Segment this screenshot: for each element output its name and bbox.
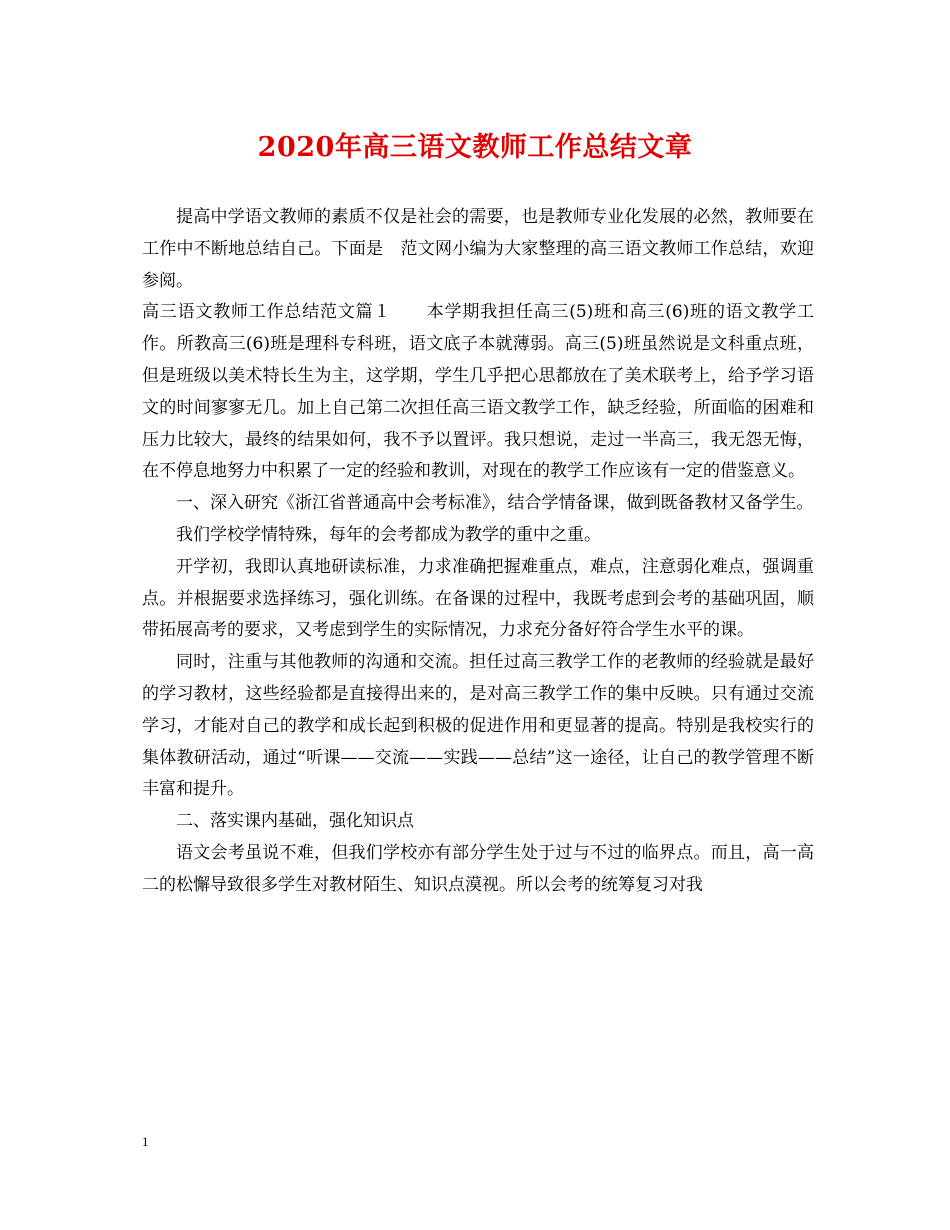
paragraph: 同时，注重与其他教师的沟通和交流。担任过高三教学工作的老教师的经验就是最好的学习教材，这些经验都是直接得出来的，是对高三教学工作的集中反映。只有通过交流学习，才能对自己的教学和成长起到积极的促进作用和更显著的提高。特别是我校实行的集体教研活动，通过“听课——交流——实践——总结”这一途径，让自己的教学管理不断丰富和提升。 <box>142 652 814 800</box>
document-body <box>142 202 814 902</box>
paragraph: 我们学校学情特殊，每年的会考都成为教学的重中之重。 <box>176 524 601 545</box>
paragraph-sample-heading: 高三语文教师工作总结范文篇１ 本学期我担任高三(5)班和高三(6)班的语文教学工作。所教高三(6)班是理科专科班，语文底子本就薄弱。高三(5)班虽然说是文科重点班，但是班级以美术特长生为主，这学期，学生几乎把心思都放在了美术联考上，给予学习语文的时间寥寥无几。加上自己第二次担任高三语文教学工作，缺乏经验，所面临的困难和压力比较大，最终的结果如何，我不予以置评。我只想说，走过一半高三，我无怨无悔，在不停息地努力中积累了一定的经验和教训，对现在的教学工作应该有一定的借鉴意义。 <box>142 302 814 482</box>
section-heading-1: 一、深入研究《浙江省普通高中会考标准》，结合学情备课，做到既备教材又备学生。 <box>176 493 814 514</box>
paragraph: 语文会考虽说不难，但我们学校亦有部分学生处于过与不过的临界点。而且，高一高二的松懈导致很多学生对教材陌生、知识点漠视。所以会考的统筹复习对我 <box>142 842 814 895</box>
page-number: 1 <box>142 1134 149 1149</box>
paragraph: 开学初，我即认真地研读标准，力求准确把握难重点，难点，注意弱化难点，强调重点。并根据要求选择练习，强化训练。在备课的过程中，我既考虑到会考的基础巩固，顺带拓展高考的要求，又考虑到学生的实际情况，力求充分备好符合学生水平的课。 <box>142 556 814 641</box>
paragraph-intro: 提高中学语文教师的素质不仅是社会的需要，也是教师专业化发展的必然，教师要在工作中不断地总结自己。下面是 范文网小编为大家整理的高三语文教师工作总结，欢迎参阅。 <box>142 207 814 291</box>
section-heading-2: 二、落实课内基础，强化知识点 <box>176 811 414 832</box>
document-title: 2020年高三语文教师工作总结文章 <box>257 132 693 163</box>
